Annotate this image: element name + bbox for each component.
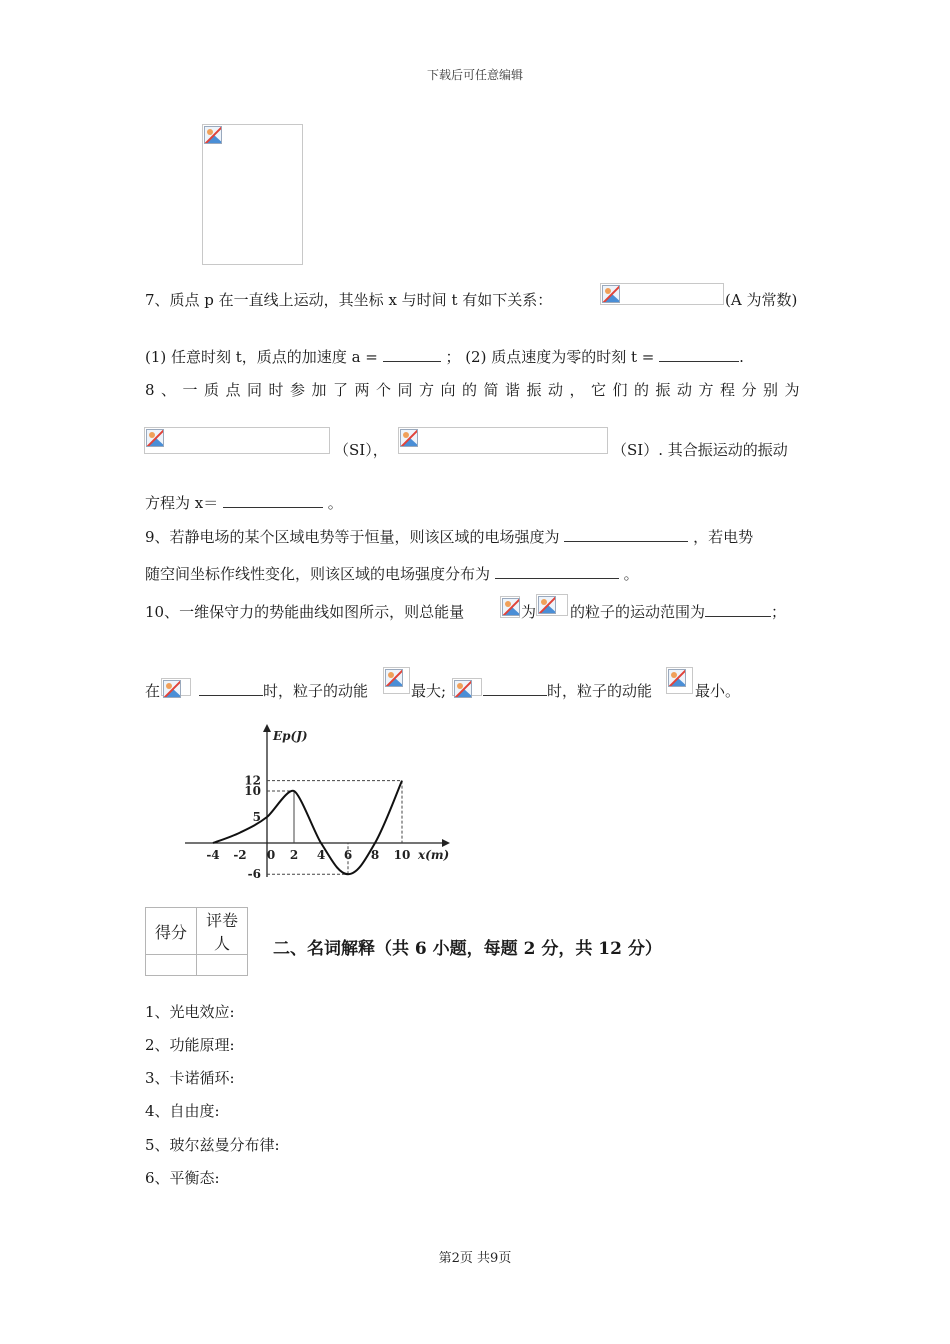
score-cell[interactable] (146, 955, 197, 976)
broken-image-icon (668, 669, 686, 687)
page-header: 下载后可任意编辑 (426, 68, 523, 82)
question-7-line-2: (1) 任意时刻 t，质点的加速度 a = ； (2) 质点速度为零的时刻 t = . (145, 348, 744, 366)
grader-cell[interactable] (197, 955, 248, 976)
kinetic-energy-symbol-image-1 (383, 667, 410, 694)
y-tick-label: 10 (244, 784, 261, 798)
broken-image-icon (163, 680, 181, 698)
q7-constant-note: (A 为常数) (725, 291, 798, 309)
x-tick-label: 8 (370, 848, 380, 862)
answer-blank[interactable] (483, 681, 547, 696)
term-item-5: 5、玻尔兹曼分布律: (145, 1136, 280, 1154)
answer-blank[interactable] (199, 681, 263, 696)
q7-formula-image (600, 283, 724, 305)
broken-image-icon (502, 598, 520, 616)
y-axis-arrow (263, 724, 271, 732)
x-tick-label: 0 (266, 848, 276, 862)
broken-image-icon (146, 429, 164, 447)
x-tick-label: 6 (343, 848, 353, 862)
term-item-4: 4、自由度: (145, 1102, 220, 1120)
x-tick-label: 4 (316, 848, 326, 862)
answer-blank[interactable] (223, 493, 323, 508)
answer-blank[interactable] (705, 602, 771, 617)
score-header: 得分 (146, 908, 197, 955)
q8-formula-image-2 (398, 427, 608, 454)
question-10-line-1a: 10、一维保守力的势能曲线如图所示，则总能量 (145, 603, 465, 621)
q8-si-unit-1: （SI）， (334, 441, 388, 459)
question-10-line-1c: 的粒子的运动范围为 ； (570, 603, 787, 621)
question-10-line-2e: 最小。 (695, 682, 741, 700)
term-item-2: 2、功能原理: (145, 1036, 235, 1054)
section-2-title: 二、名词解释（共 6 小题，每题 2 分，共 12 分） (273, 939, 662, 959)
y-tick-label: 5 (252, 810, 261, 824)
question-10-line-2b: 时，粒子的动能 (199, 681, 368, 701)
page-footer: 第2页 共9页 (438, 1251, 512, 1266)
answer-blank[interactable] (495, 564, 619, 579)
question-9-line-1: 9、若静电场的某个区域电势等于恒量，则该区域的电场强度为 ，若电势 (145, 528, 754, 546)
question-10-line-2d: 时，粒子的动能 (483, 681, 652, 701)
term-item-6: 6、平衡态: (145, 1169, 220, 1187)
y-axis-label: Ep(J) (273, 729, 308, 743)
position-symbol-image-1 (161, 678, 191, 696)
q8-formula-image-1 (144, 427, 330, 454)
question-7-line-1: 7、质点 p 在一直线上运动，其坐标 x 与时间 t 有如下关系： (145, 291, 553, 309)
question-9-line-2: 随空间坐标作线性变化，则该区域的电场强度分布为 。 (145, 565, 639, 583)
broken-image-icon (400, 429, 418, 447)
x-tick-label: 2 (289, 848, 299, 862)
question-10-line-1b: 为 (521, 603, 537, 621)
answer-blank[interactable] (564, 527, 688, 542)
term-item-1: 1、光电效应: (145, 1003, 235, 1021)
broken-image-icon (454, 680, 472, 698)
x-axis-arrow (442, 839, 450, 847)
y-tick-label: -6 (247, 867, 261, 882)
energy-value-image (536, 594, 568, 616)
x-tick-label: 10 (393, 848, 411, 862)
question-8-line-3: 方程为 x＝ 。 (145, 494, 343, 512)
q8-si-unit-2: （SI）. 其合振运动的振动 (612, 441, 788, 459)
answer-blank[interactable] (383, 347, 441, 362)
figure-image-placeholder (202, 124, 303, 265)
broken-image-icon (538, 596, 556, 614)
potential-energy-chart (180, 722, 455, 887)
x-tick-label: -4 (206, 848, 220, 862)
question-8-line-1: 8、一质点同时参加了两个同方向的简谐振动，它们的振动方程分别为 (145, 381, 807, 399)
answer-blank[interactable] (659, 347, 739, 362)
broken-image-icon (602, 285, 620, 303)
broken-image-icon (385, 669, 403, 687)
term-item-3: 3、卡诺循环: (145, 1069, 235, 1087)
x-axis-label: x(m) (418, 848, 450, 862)
broken-image-icon (204, 126, 222, 144)
score-table (145, 907, 248, 976)
y-tick-label: 12 (244, 773, 261, 788)
x-tick-label: -2 (233, 848, 247, 862)
energy-symbol-image (500, 596, 520, 618)
position-symbol-image-2 (452, 678, 482, 696)
grader-header: 评卷人 (197, 908, 248, 955)
question-10-line-2a: 在 (145, 682, 161, 700)
kinetic-energy-symbol-image-2 (666, 667, 693, 694)
question-10-line-2c: 最大; (411, 682, 447, 700)
